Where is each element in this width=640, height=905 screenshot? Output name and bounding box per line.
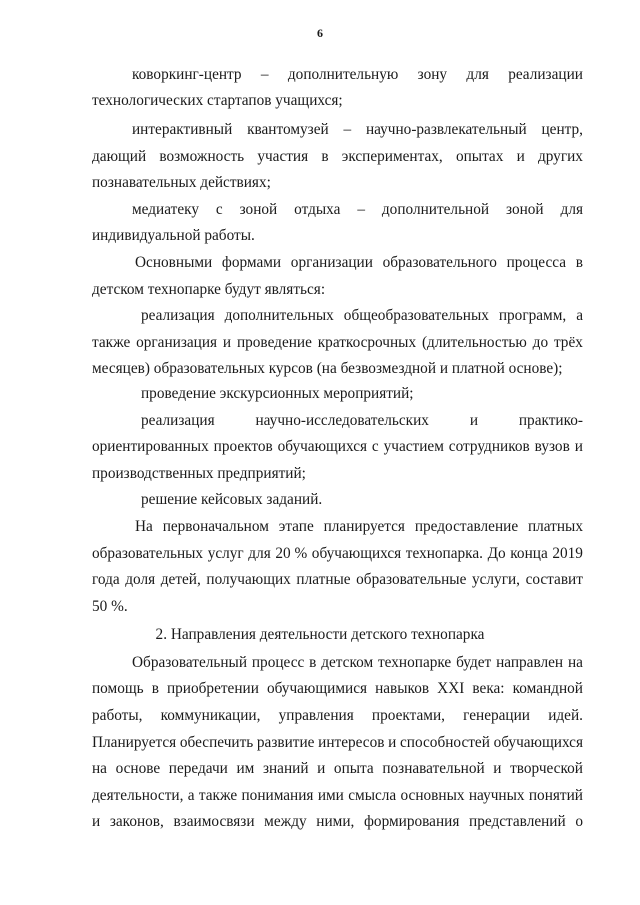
section-body-line-4 — [92, 734, 583, 752]
programs-line-2 — [92, 334, 583, 352]
word: реализации — [508, 66, 583, 83]
word: XXI — [437, 680, 465, 697]
coworking-line-1 — [132, 66, 583, 84]
programs-line-3: месяцев) образовательных курсов (на безвозмездной и платной основе); — [92, 360, 563, 377]
section-body-line-7 — [92, 813, 583, 831]
word: направлен — [496, 654, 564, 671]
word: обучающихся — [493, 734, 583, 751]
word: возможность — [159, 148, 245, 165]
word: проектов — [213, 438, 273, 455]
word: и — [317, 760, 326, 777]
excursions-line-1: проведение экскурсионных мероприятий; — [141, 385, 414, 402]
word: и — [574, 438, 583, 455]
word: формирования — [364, 813, 460, 830]
word: образовательные — [356, 571, 467, 588]
mediateka-line-1 — [132, 201, 583, 219]
word: основных — [400, 787, 465, 804]
museum-line-1 — [132, 121, 583, 139]
word: также — [198, 787, 238, 804]
word: вузов — [534, 438, 570, 455]
word: дополнительных — [224, 307, 334, 324]
word: на — [92, 760, 107, 777]
paid-line-4: 50 %. — [92, 598, 128, 615]
word: зоной — [239, 201, 278, 218]
word: зону — [417, 66, 448, 83]
word: коворкинг-центр — [132, 66, 242, 83]
section-heading: 2. Направления деятельности детского технопарка — [155, 626, 485, 643]
programs-line-1 — [141, 307, 583, 325]
word: участием — [383, 438, 444, 455]
word: Планируется — [92, 734, 177, 751]
word: трёх — [553, 334, 583, 351]
word: опыта — [333, 760, 374, 777]
word: научно-исследовательских — [255, 412, 429, 429]
word: и — [92, 813, 101, 830]
word: научно-развлекательный — [365, 121, 527, 138]
word: обучающимися — [266, 680, 368, 697]
word: Основными — [135, 254, 213, 271]
projects-line-3: производственных предприятий; — [92, 465, 306, 482]
word: для — [560, 201, 583, 218]
paid-line-2 — [92, 545, 583, 563]
word: процесса — [506, 254, 567, 271]
word: деятельности, — [92, 787, 184, 804]
word: реализация — [141, 412, 215, 429]
word: организации — [290, 254, 373, 271]
word: обучающихся — [311, 545, 402, 562]
word: научных — [468, 787, 525, 804]
word: им — [236, 760, 255, 777]
word: а — [576, 307, 583, 324]
museum-line-2 — [92, 148, 583, 166]
word: и — [222, 334, 232, 351]
word: организация — [136, 334, 218, 351]
word: управления — [278, 707, 354, 724]
word: получающих — [206, 571, 291, 588]
word: планируется — [323, 518, 405, 535]
word: – — [357, 201, 365, 218]
word: для — [466, 66, 489, 83]
word: на — [567, 654, 583, 671]
word: и — [469, 412, 478, 429]
section-body-line-5 — [92, 760, 583, 778]
word: До — [487, 545, 506, 562]
cases-line-1: решение кейсовых заданий. — [141, 491, 323, 508]
word: основе — [115, 760, 161, 777]
word: первоначальном — [162, 518, 269, 535]
word: детей, — [160, 571, 201, 588]
word: услуг — [207, 545, 244, 562]
word: дополнительную — [287, 66, 399, 83]
word: ними, — [316, 813, 355, 830]
word: участия — [257, 148, 309, 165]
word: конца — [510, 545, 548, 562]
word: идей. — [548, 707, 583, 724]
projects-line-1 — [141, 412, 583, 430]
word: о — [575, 813, 583, 830]
word: образовательного — [382, 254, 497, 271]
word: формами — [221, 254, 282, 271]
section-body-line-6 — [92, 787, 583, 805]
word: развитие — [256, 734, 315, 751]
word: платных — [527, 518, 583, 535]
section-body-line-1 — [132, 654, 583, 672]
word: дополнительной — [381, 201, 490, 218]
word: экспериментах, — [341, 148, 443, 165]
word: проектами, — [371, 707, 445, 724]
page-number: 6 — [317, 26, 323, 40]
word: – — [260, 66, 269, 83]
word: для — [248, 545, 271, 562]
word: – — [343, 121, 352, 138]
word: навыков — [375, 680, 430, 697]
word: зоной — [506, 201, 544, 218]
word: На — [135, 518, 153, 535]
word: интерактивный — [132, 121, 233, 138]
mediateka-line-2: индивидуальной работы. — [92, 227, 255, 244]
word: способностей — [400, 734, 490, 751]
word: с — [215, 201, 223, 218]
word: краткосрочных — [317, 334, 417, 351]
word: также — [92, 334, 131, 351]
word: детском — [321, 654, 374, 671]
word: проведение — [236, 334, 312, 351]
word: образовательных — [92, 545, 204, 562]
word: работы, — [92, 707, 143, 724]
word: составит — [525, 571, 583, 588]
section-body-line-2 — [92, 680, 583, 698]
word: услуги, — [471, 571, 520, 588]
word: генерации — [463, 707, 530, 724]
word: ориентированных — [92, 438, 209, 455]
word: понимания — [241, 787, 314, 804]
word: командной — [512, 680, 583, 697]
word: в — [575, 254, 583, 271]
word: будет — [456, 654, 492, 671]
word: смысла — [348, 787, 397, 804]
word: технопарка. — [405, 545, 483, 562]
museum-line-3: познавательных действиях; — [92, 174, 271, 191]
paid-line-1 — [135, 518, 583, 536]
word: до — [532, 334, 549, 351]
word: обучающихся — [277, 438, 368, 455]
word: медиатеку — [132, 201, 199, 218]
word: опытах — [455, 148, 504, 165]
word: помощь — [92, 680, 144, 697]
word: в — [151, 680, 159, 697]
word: интересов — [318, 734, 385, 751]
word: года — [92, 571, 120, 588]
word: дающий — [92, 148, 147, 165]
word: Образовательный — [132, 654, 248, 671]
word: квантомузей — [247, 121, 329, 138]
word: платные — [296, 571, 351, 588]
word: этапе — [278, 518, 314, 535]
word: и — [516, 148, 525, 165]
word: а — [187, 787, 195, 804]
word: других — [537, 148, 583, 165]
forms-intro-line-1 — [135, 254, 583, 272]
word: 20 % — [275, 545, 308, 562]
word: реализация — [141, 307, 215, 324]
word: технопарке — [378, 654, 452, 671]
word: процесс — [251, 654, 305, 671]
paid-line-3 — [92, 571, 583, 589]
word: доля — [125, 571, 156, 588]
word: программ, — [498, 307, 567, 324]
word: 2019 — [552, 545, 583, 562]
word: между — [264, 813, 307, 830]
word: и — [493, 760, 502, 777]
word: творческой — [510, 760, 583, 777]
word: (длительностью — [421, 334, 527, 351]
word: законов, — [109, 813, 164, 830]
coworking-line-2: технологических стартапов учащихся; — [92, 92, 343, 109]
word: взаимосвязи — [173, 813, 255, 830]
word: представлений — [469, 813, 566, 830]
word: и — [388, 734, 397, 751]
word: с — [371, 438, 379, 455]
word: сотрудников — [448, 438, 530, 455]
word: понятий — [528, 787, 583, 804]
word: общеобразовательных — [343, 307, 489, 324]
forms-intro-line-2: детском технопарке будут являться: — [92, 281, 326, 298]
word: приобретении — [166, 680, 259, 697]
word: познавательной — [382, 760, 485, 777]
word: отдыха — [294, 201, 341, 218]
word: коммуникации, — [160, 707, 261, 724]
projects-line-2 — [92, 438, 583, 456]
word: века: — [472, 680, 505, 697]
word: в — [309, 654, 317, 671]
word: обеспечить — [179, 734, 254, 751]
word: в — [321, 148, 329, 165]
section-body-line-3 — [92, 707, 583, 725]
word: практико- — [518, 412, 583, 429]
word: знаний — [262, 760, 309, 777]
word: передачи — [168, 760, 228, 777]
word: ими — [317, 787, 344, 804]
word: центр, — [541, 121, 583, 138]
word: предоставление — [414, 518, 519, 535]
